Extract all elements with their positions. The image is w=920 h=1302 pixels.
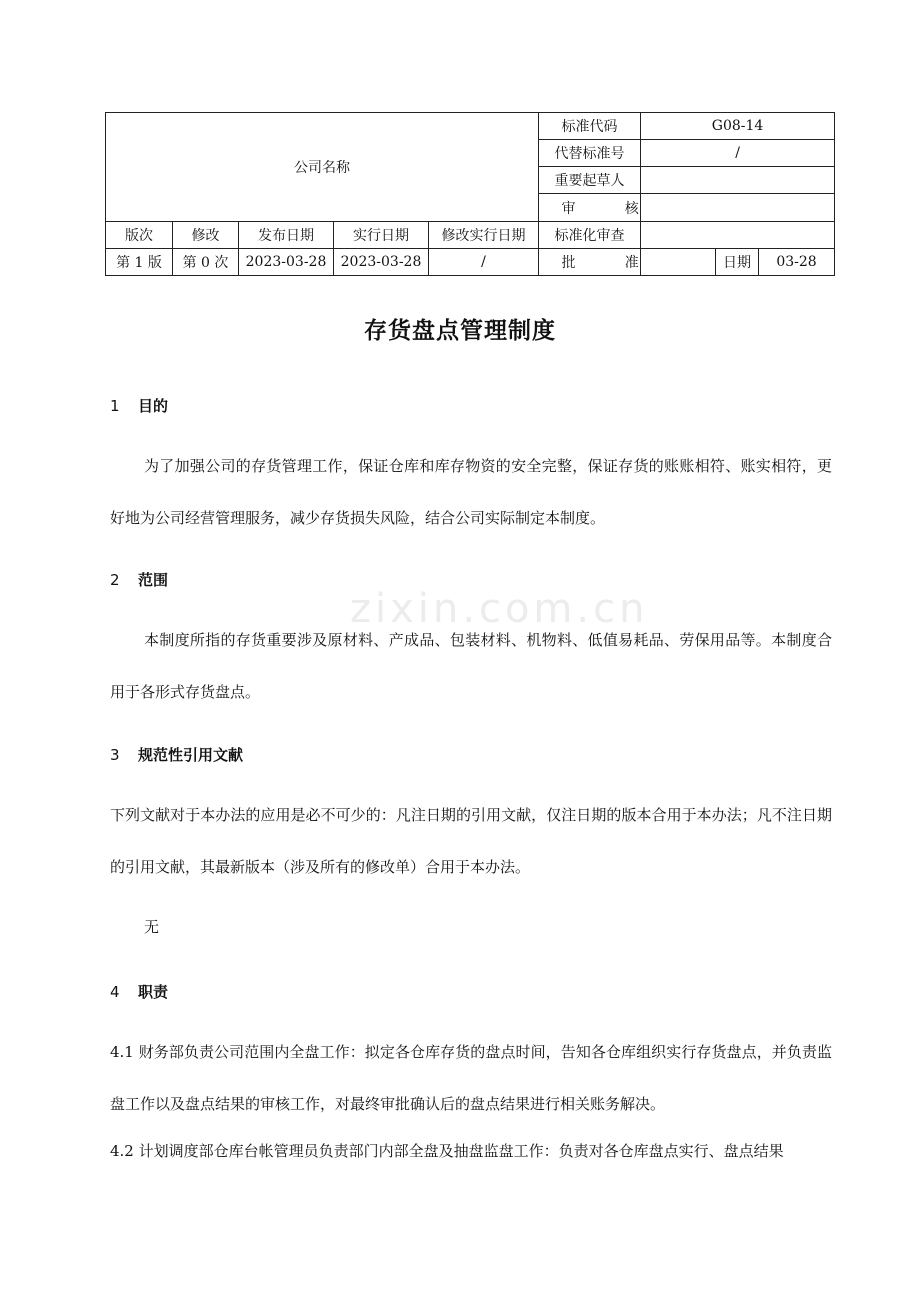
drafter-label: 重要起草人 <box>539 167 641 194</box>
section-title: 目的 <box>138 397 169 415</box>
section-body-purpose: 为了加强公司的存货管理工作，保证仓库和库存物资的安全完整，保证存货的账账相符、账实相符，更好地为公司经营管理服务，减少存货损失风险，结合公司实际制定本制度。 <box>110 457 832 527</box>
section-heading-purpose <box>110 395 168 416</box>
section-number: 1 <box>110 397 120 415</box>
publish-date-value: 2023-03-28 <box>239 248 334 275</box>
section-body-references: 下列文献对于本办法的应用是必不可少的：凡注日期的引用文献，仅注日期的版本合用于本办法；凡不注日期的引用文献，其最新版本（涉及所有的修改单）合用于本办法。 <box>110 806 832 876</box>
watermark: zixin.com.cn <box>350 586 649 632</box>
std-code-label: 标准代码 <box>539 113 641 140</box>
document-title: 存货盘点管理制度 <box>364 318 556 344</box>
drafter-value <box>641 167 835 194</box>
col-revision-header: 修改 <box>173 221 239 248</box>
rev-effective-value: / <box>429 248 539 275</box>
approve-label: 批 准 <box>539 248 641 275</box>
col-edition-header: 版次 <box>106 221 173 248</box>
std-review-label: 标准化审查 <box>539 221 641 248</box>
review-label: 审 核 <box>539 194 641 221</box>
col-rev-effective-header: 修改实行日期 <box>429 221 539 248</box>
section-body-scope: 本制度所指的存货重要涉及原材料、产成品、包装材料、机物料、低值易耗品、劳保用品等。本制度合用于各形式存货盘点。 <box>110 631 832 701</box>
document-header-table <box>105 112 835 276</box>
section-title: 规范性引用文献 <box>138 746 244 764</box>
date-value: 03-28 <box>759 248 835 275</box>
company-name: 公司名称 <box>106 113 539 222</box>
section-references-none: 无 <box>144 918 160 936</box>
section-number: 2 <box>110 571 120 589</box>
section-title: 范围 <box>138 571 169 589</box>
edition-value: 第 1 版 <box>106 248 173 275</box>
replace-std-value: / <box>641 140 835 167</box>
section-number: 3 <box>110 746 120 764</box>
section-heading-references <box>110 744 243 765</box>
section-heading-responsibilities <box>110 981 168 1002</box>
responsibility-item-4-1: 4.1 财务部负责公司范围内全盘工作：拟定各仓库存货的盘点时间，告知各仓库组织实行存货盘点，并负责监盘工作以及盘点结果的审核工作，对最终审批确认后的盘点结果进行相关账务解决。 <box>110 1043 832 1113</box>
responsibility-item-4-2: 4.2 计划调度部仓库台帐管理员负责部门内部全盘及抽盘监盘工作：负责对各仓库盘点实行、盘点结果 <box>110 1142 784 1160</box>
effective-date-value: 2023-03-28 <box>334 248 429 275</box>
col-effective-date-header: 实行日期 <box>334 221 429 248</box>
section-heading-scope <box>110 569 168 590</box>
revision-value: 第 0 次 <box>173 248 239 275</box>
replace-std-label: 代替标准号 <box>539 140 641 167</box>
review-value <box>641 194 835 221</box>
col-publish-date-header: 发布日期 <box>239 221 334 248</box>
std-code-value: G08-14 <box>641 113 835 140</box>
date-label: 日期 <box>716 248 759 275</box>
section-number: 4 <box>110 983 120 1001</box>
std-review-value <box>641 221 835 248</box>
section-title: 职责 <box>138 983 169 1001</box>
